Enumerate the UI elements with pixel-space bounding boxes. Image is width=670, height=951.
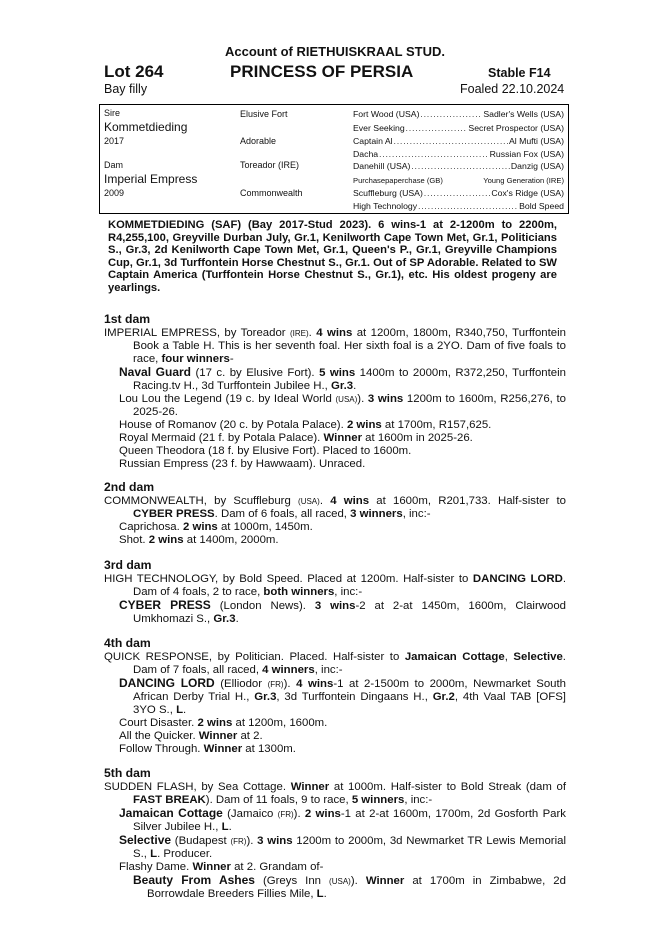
section-title: 2nd dam: [104, 480, 155, 494]
stable-number: Stable F14: [488, 66, 551, 80]
fifth-dam-section: [104, 767, 566, 901]
list-item: Jamaican Cottage (Jamaico (FR)). 2 wins-1 at 2-at 1600m, 1700m, 2d Gosforth Park Silver Jubilee H., L.: [119, 806, 566, 833]
ancestor-2: Ever Seeking ..... Secret Prospector (USA): [353, 123, 564, 134]
dam-name: Imperial Empress: [104, 172, 198, 186]
list-item: Royal Mermaid (21 f. by Potala Palace). Winner at 1600m in 2025-26.: [119, 432, 473, 444]
sire-dam: Adorable: [240, 136, 277, 146]
list-item: Naval Guard (17 c. by Elusive Fort). 5 wins 1400m to 2000m, R372,250, Turffontein Racing.tv H., 3d Turffontein Jubilee H., Gr.3.: [119, 365, 566, 392]
third-dam-section: [104, 559, 566, 626]
horse-name: PRINCESS OF PERSIA: [230, 62, 414, 81]
dam-intro: HIGH TECHNOLOGY, by Bold Speed. Placed at 1200m. Half-sister to DANCING LORD. Dam of 4 foals, 2 to race, both winners, inc:-: [104, 573, 567, 598]
sire-label: Sire: [104, 108, 121, 118]
list-item: All the Quicker. Winner at 2.: [119, 730, 263, 742]
dam-intro: SUDDEN FLASH, by Sea Cottage. Winner at 1000m. Half-sister to Bold Streak (dam of FAST BREAK). Dam of 11 foals, 9 to race, 5 winners, inc:-: [104, 781, 566, 806]
ancestor-4: Dacha ..... Russian Fox (USA): [353, 149, 564, 160]
list-item: House of Romanov (20 c. by Potala Palace). 2 wins at 1700m, R157,625.: [119, 419, 492, 431]
consignor-line: Account of RIETHUISKRAAL STUD.: [224, 44, 446, 59]
dam-intro: IMPERIAL EMPRESS, by Toreador (IRE). 4 wins at 1200m, 1800m, R340,750, Turffontein Book a Table H. This is her seventh foal. Her sixth foal is a 2YO. Dam of five foals to race, four winners-: [104, 327, 566, 365]
list-item: Lou Lou the Legend (19 c. by Ideal World (USA)). 3 wins 1200m to 1600m, R256,276, to 2025-26.: [119, 393, 566, 418]
section-title: 3rd dam: [104, 558, 152, 572]
section-title: 5th dam: [104, 766, 151, 780]
list-item: Caprichosa. 2 wins at 1000m, 1450m.: [119, 521, 313, 533]
section-title: 4th dam: [104, 636, 151, 650]
dam-label: Dam: [104, 160, 124, 170]
list-item: Beauty From Ashes (Greys Inn (USA)). Winner at 1700m in Zimbabwe, 2d Borrowdale Breeders Fillies Mile, L.: [133, 873, 566, 900]
fourth-dam-section: [104, 637, 566, 756]
sire-sire: Elusive Fort: [240, 109, 288, 119]
ancestor-1: Fort Wood (USA) ..... Sadler's Wells (USA): [353, 109, 564, 120]
dam-year: 2009: [104, 188, 125, 198]
ancestor-6: Purchasepaperchase (GB) Young Generation (IRE): [353, 176, 564, 185]
first-dam-section: [104, 313, 566, 471]
list-item: Flashy Dame. Winner at 2. Grandam of-: [119, 861, 324, 873]
list-item: Shot. 2 wins at 1400m, 2000m.: [119, 534, 279, 546]
sire-summary: KOMMETDIEDING (SAF) (Bay 2017-Stud 2023). 6 wins-1 at 2-1200m to 2200m, R4,255,100, Greyville Durban July, Gr.1, Kenilworth Cape Town Met, Gr.1, Politicians S., Gr.3, 2d Kenilworth Cape Town Met, Gr.1, Queen's P., Gr.1, Greyville Champions Cup, Gr.1, 3d Turffontein Horse Chestnut S., Gr.1. Out of SP Adorable. Related to SW Captain America (Turffontein Horse Chestnut S., Gr.1), etc. His oldest progeny are yearlings.: [108, 219, 557, 294]
second-dam-section: [104, 481, 566, 547]
ancestor-5: Danehill (USA) ..... Danzig (USA): [353, 161, 564, 172]
sex-color: Bay filly: [104, 82, 148, 96]
list-item: Russian Empress (23 f. by Hawwaam). Unraced.: [119, 458, 366, 470]
dam-intro: QUICK RESPONSE, by Politician. Placed. Half-sister to Jamaican Cottage, Selective. Dam of 7 foals, all raced, 4 winners, inc:-: [104, 651, 566, 676]
ancestor-3: Captain Al ..... Al Mufti (USA): [353, 136, 564, 147]
list-item: DANCING LORD (Elliodor (FR)). 4 wins-1 at 2-1500m to 2000m, Newmarket South African Derby Trial H., Gr.3, 3d Turffontein Dingaans H., Gr.2, 4th Vaal TAB [OFS] 3YO S., L.: [119, 676, 567, 716]
list-item: Court Disaster. 2 wins at 1200m, 1600m.: [119, 717, 328, 729]
dam-intro: COMMONWEALTH, by Scuffleburg (USA). 4 wins at 1600m, R201,733. Half-sister to CYBER PRESS. Dam of 6 foals, all raced, 3 winners, inc:-: [104, 495, 566, 520]
foaled-date: Foaled 22.10.2024: [460, 82, 565, 96]
lot-number: Lot 264: [104, 62, 164, 81]
list-item: CYBER PRESS (London News). 3 wins-2 at 2-at 1450m, 1600m, Clairwood Umkhomazi S., Gr.3.: [119, 598, 566, 625]
dam-dam: Commonwealth: [240, 188, 303, 198]
dam-sire: Toreador (IRE): [240, 160, 300, 170]
sire-name: Kommetdieding: [104, 120, 188, 134]
ancestor-7: Scuffleburg (USA) ..... Cox's Ridge (USA): [353, 188, 564, 199]
list-item: Follow Through. Winner at 1300m.: [119, 743, 296, 755]
ancestor-8: High Technology ..... Bold Speed: [353, 201, 564, 212]
section-title: 1st dam: [104, 312, 151, 326]
pedigree-box: [99, 104, 569, 214]
list-item: Queen Theodora (18 f. by Elusive Fort). Placed to 1600m.: [119, 445, 412, 457]
sire-year: 2017: [104, 136, 125, 146]
list-item: Selective (Budapest (FR)). 3 wins 1200m to 2000m, 3d Newmarket TR Lewis Memorial S., L. Producer.: [119, 833, 566, 860]
